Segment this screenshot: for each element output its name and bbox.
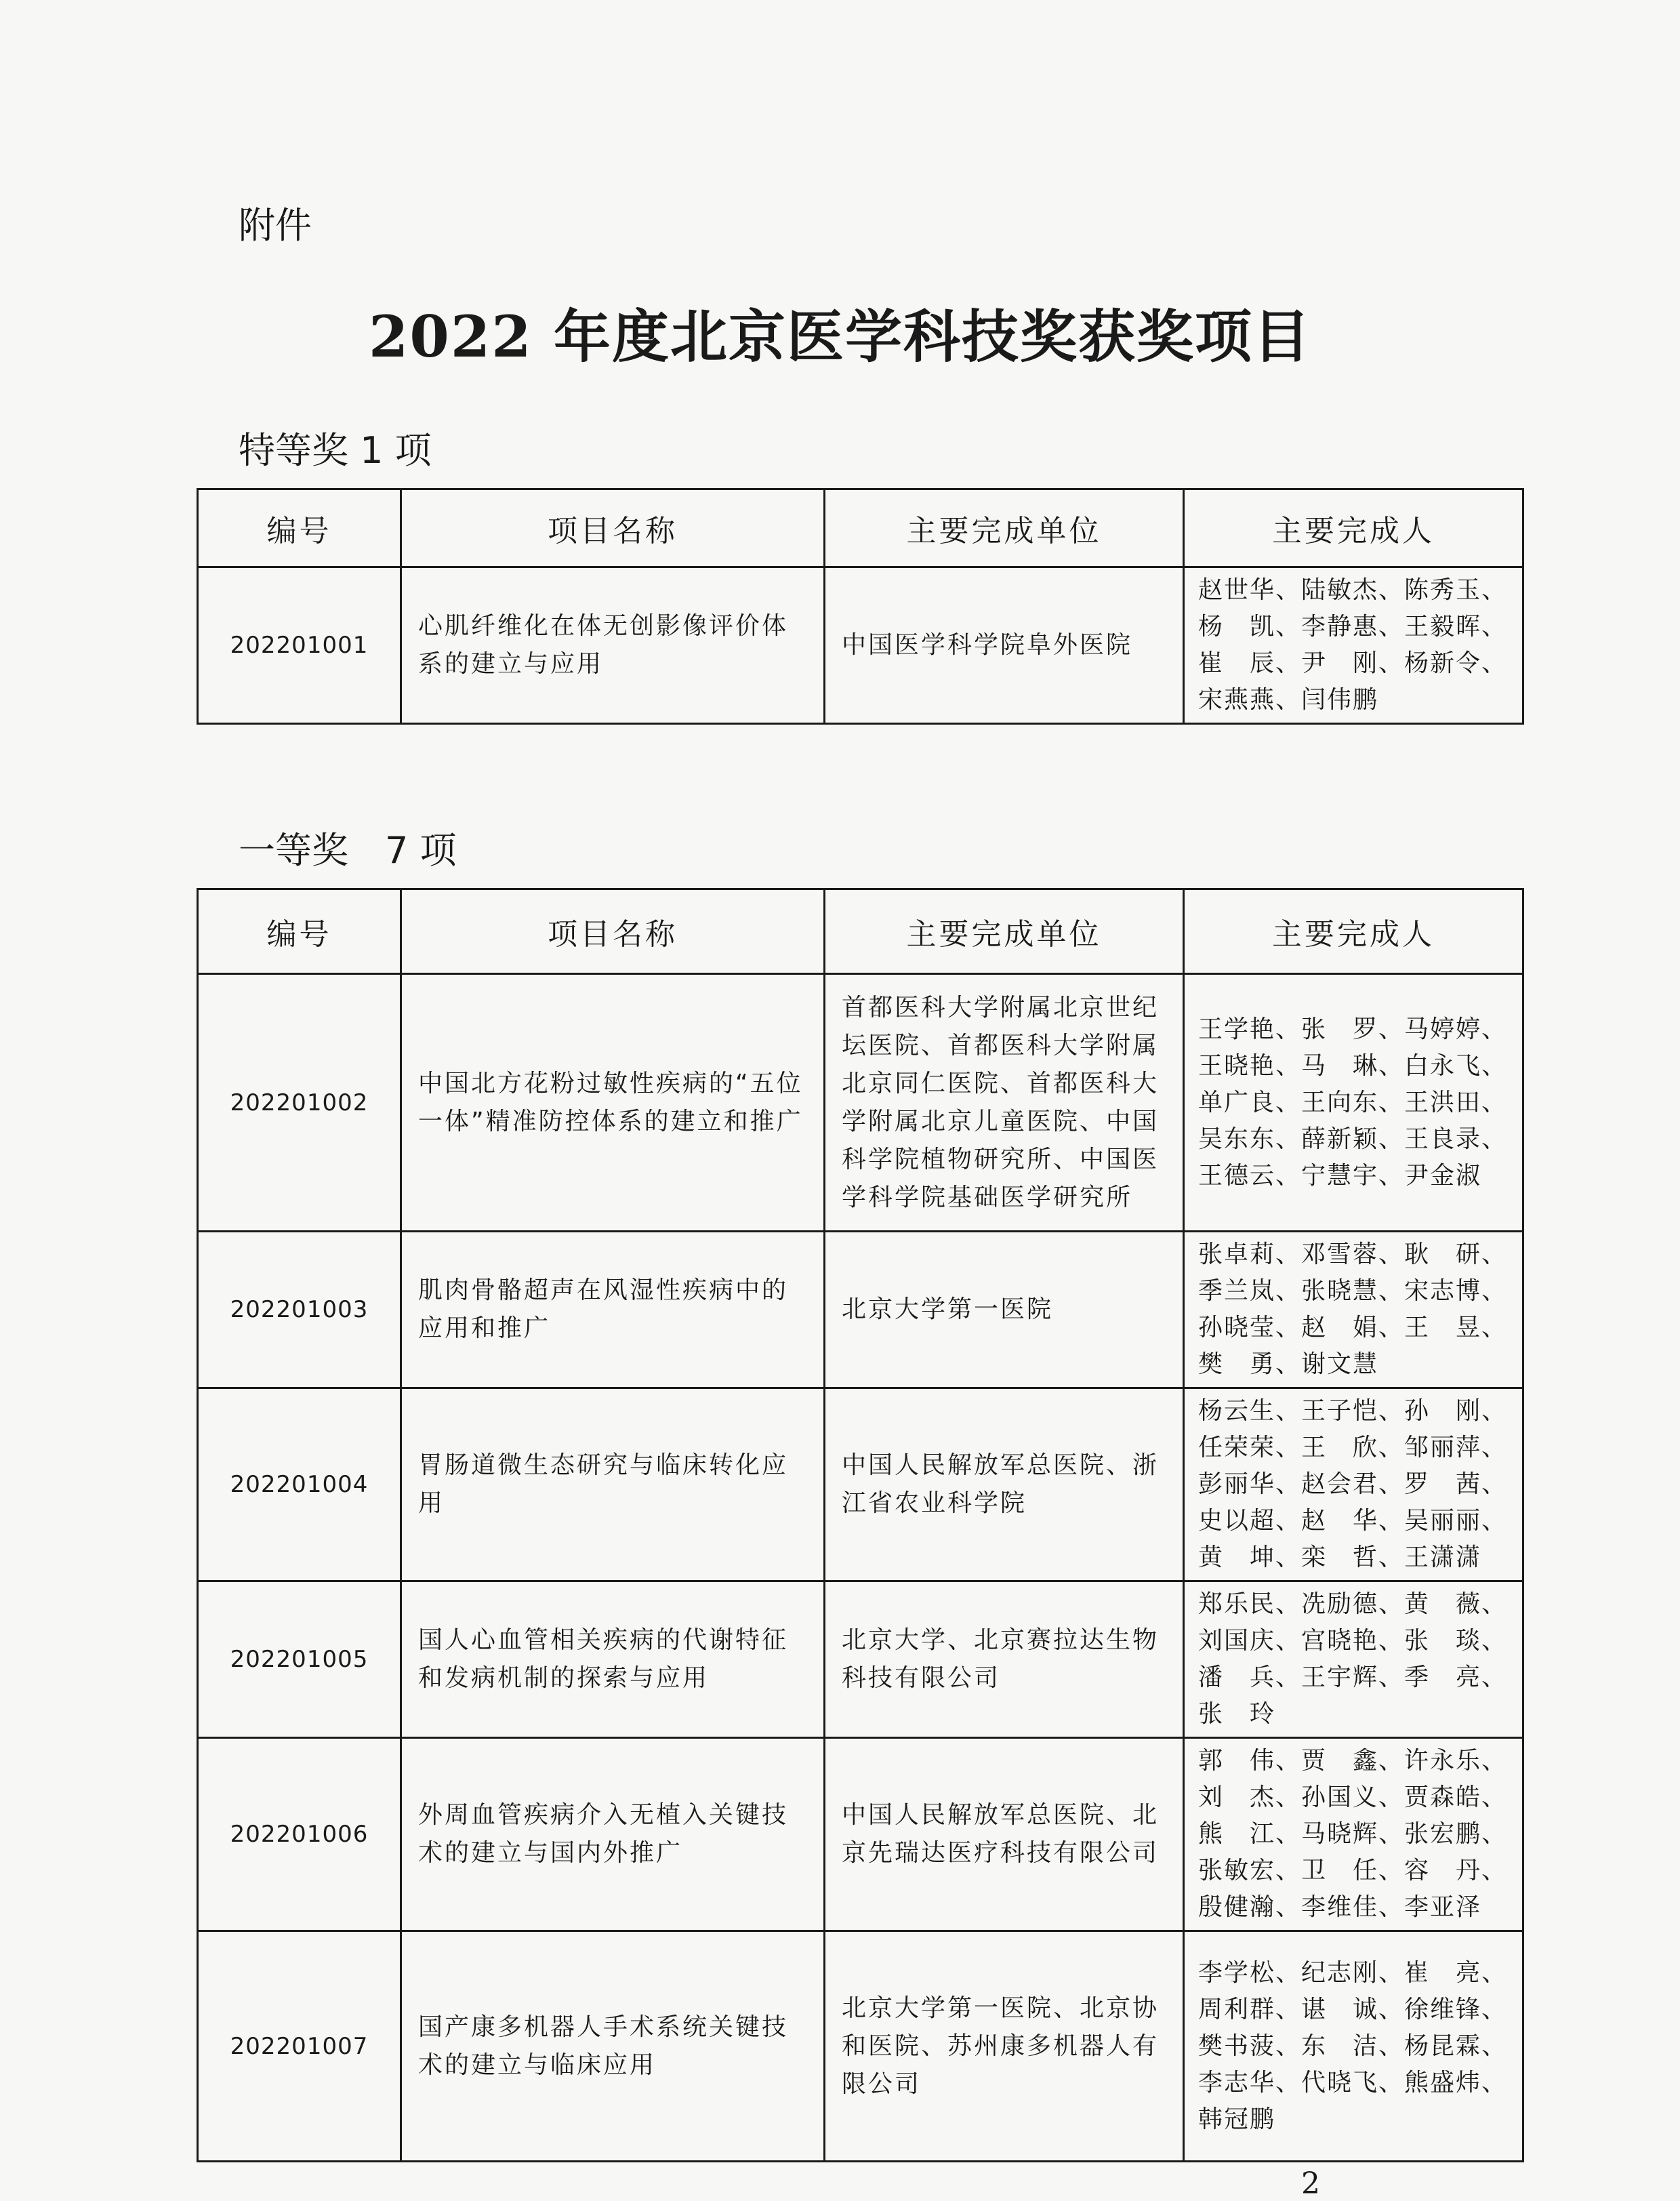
- main-completers: [1184, 1388, 1523, 1581]
- header-unit: 主要完成单位: [825, 489, 1184, 567]
- table-row: [198, 1232, 1523, 1388]
- completer-line: 王德云、宁慧宇、尹金淑: [1198, 1161, 1482, 1190]
- completer-line: 潘 兵、王宇辉、季 亮、: [1198, 1663, 1508, 1691]
- completer-line: 樊 勇、谢文慧: [1198, 1350, 1379, 1378]
- completer-line: 崔 辰、尹 刚、杨新令、: [1198, 649, 1508, 677]
- completer-line: 赵世华、陆敏杰、陈秀玉、: [1198, 576, 1508, 604]
- completer-line: 樊书菠、东 洁、杨昆霖、: [1198, 2032, 1508, 2060]
- project-id: 202201007: [198, 1931, 401, 2162]
- completion-unit: 北京大学、北京赛拉达生物科技有限公司: [825, 1581, 1184, 1738]
- attachment-label: 附件: [239, 204, 312, 247]
- project-name: 中国北方花粉过敏性疾病的“五位一体”精准防控体系的建立和推广: [401, 974, 825, 1232]
- completion-unit: 中国人民解放军总医院、浙江省农业科学院: [825, 1388, 1184, 1581]
- completer-line: 王学艳、张 罗、马婷婷、: [1198, 1015, 1508, 1043]
- project-name: 心肌纤维化在体无创影像评价体系的建立与应用: [401, 567, 825, 724]
- page-title: 2022 年度北京医学科技奖获奖项目: [368, 303, 1312, 370]
- table-header-row: [198, 889, 1523, 974]
- project-name: 外周血管疾病介入无植入关键技术的建立与国内外推广: [401, 1738, 825, 1931]
- table-row: [198, 567, 1523, 724]
- completer-line: 任荣荣、王 欣、邹丽萍、: [1198, 1434, 1508, 1461]
- header-project-name: 项目名称: [401, 889, 825, 974]
- table-row: [198, 1581, 1523, 1738]
- completer-line: 季兰岚、张晓慧、宋志博、: [1198, 1277, 1508, 1305]
- completion-unit: 首都医科大学附属北京世纪坛医院、首都医科大学附属北京同仁医院、首都医科大学附属北京儿童医院、中国科学院植物研究所、中国医学科学院基础医学研究所: [825, 974, 1184, 1232]
- special-prize-table: [197, 488, 1524, 725]
- completer-line: 单广良、王向东、王洪田、: [1198, 1088, 1508, 1116]
- header-people: 主要完成人: [1184, 889, 1523, 974]
- completer-line: 熊 江、马晓辉、张宏鹏、: [1198, 1820, 1508, 1848]
- table-row: [198, 1738, 1523, 1931]
- completer-line: 杨 凯、李静惠、王毅晖、: [1198, 613, 1508, 641]
- project-id: 202201005: [198, 1581, 401, 1738]
- section-heading-special-prize: 特等奖 1 项: [239, 429, 432, 472]
- completer-line: 彭丽华、赵会君、罗 茜、: [1198, 1470, 1508, 1498]
- table-row: [198, 1388, 1523, 1581]
- completer-line: 张 玲: [1198, 1700, 1276, 1728]
- completion-unit: 中国医学科学院阜外医院: [825, 567, 1184, 724]
- header-unit: 主要完成单位: [825, 889, 1184, 974]
- header-id: 编号: [198, 489, 401, 567]
- project-id: 202201004: [198, 1388, 401, 1581]
- main-completers: [1184, 1738, 1523, 1931]
- completer-line: 李学松、纪志刚、崔 亮、: [1198, 1958, 1508, 1987]
- header-project-name: 项目名称: [401, 489, 825, 567]
- completer-line: 吴东东、薛新颖、王良录、: [1198, 1125, 1508, 1153]
- completer-line: 韩冠鹏: [1198, 2105, 1276, 2133]
- completer-line: 刘 杰、孙国义、贾森皓、: [1198, 1783, 1508, 1811]
- main-completers: [1184, 1581, 1523, 1738]
- completer-line: 李志华、代晓飞、熊盛炜、: [1198, 2068, 1508, 2097]
- completer-line: 郭 伟、贾 鑫、许永乐、: [1198, 1747, 1508, 1775]
- header-id: 编号: [198, 889, 401, 974]
- completer-line: 殷健瀚、李维佳、李亚泽: [1198, 1893, 1482, 1921]
- project-name: 国人心血管相关疾病的代谢特征和发病机制的探索与应用: [401, 1581, 825, 1738]
- page-number: 2: [1301, 2166, 1320, 2201]
- project-id: 202201002: [198, 974, 401, 1232]
- project-name: 国产康多机器人手术系统关键技术的建立与临床应用: [401, 1931, 825, 2162]
- main-completers: [1184, 1232, 1523, 1388]
- completer-line: 王晓艳、马 琳、白永飞、: [1198, 1051, 1508, 1080]
- project-name: 胃肠道微生态研究与临床转化应用: [401, 1388, 825, 1581]
- completer-line: 宋燕燕、闫伟鹏: [1198, 686, 1379, 714]
- table-row: [198, 1931, 1523, 2162]
- first-prize-table: [197, 888, 1524, 2162]
- table-row: [198, 974, 1523, 1232]
- completer-line: 周利群、谌 诚、徐维锋、: [1198, 1995, 1508, 2023]
- completer-line: 郑乐民、冼励德、黄 薇、: [1198, 1590, 1508, 1618]
- project-id: 202201003: [198, 1232, 401, 1388]
- completer-line: 刘国庆、宫晓艳、张 琰、: [1198, 1627, 1508, 1655]
- completion-unit: 北京大学第一医院: [825, 1232, 1184, 1388]
- table-header-row: [198, 489, 1523, 567]
- completer-line: 孙晓莹、赵 娟、王 昱、: [1198, 1314, 1508, 1341]
- completer-line: 杨云生、王子恺、孙 刚、: [1198, 1397, 1508, 1425]
- project-name: 肌肉骨骼超声在风湿性疾病中的应用和推广: [401, 1232, 825, 1388]
- completer-line: 张敏宏、卫 任、容 丹、: [1198, 1857, 1508, 1884]
- completer-line: 张卓莉、邓雪蓉、耿 研、: [1198, 1240, 1508, 1268]
- main-completers: [1184, 1931, 1523, 2162]
- header-people: 主要完成人: [1184, 489, 1523, 567]
- completion-unit: 中国人民解放军总医院、北京先瑞达医疗科技有限公司: [825, 1738, 1184, 1931]
- main-completers: [1184, 974, 1523, 1232]
- completer-line: 黄 坤、栾 哲、王潇潇: [1198, 1543, 1482, 1571]
- main-completers: [1184, 567, 1523, 724]
- project-id: 202201006: [198, 1738, 401, 1931]
- completer-line: 史以超、赵 华、吴丽丽、: [1198, 1507, 1508, 1535]
- project-id: 202201001: [198, 567, 401, 724]
- section-heading-first-prize: 一等奖 7 项: [239, 829, 457, 872]
- completion-unit: 北京大学第一医院、北京协和医院、苏州康多机器人有限公司: [825, 1931, 1184, 2162]
